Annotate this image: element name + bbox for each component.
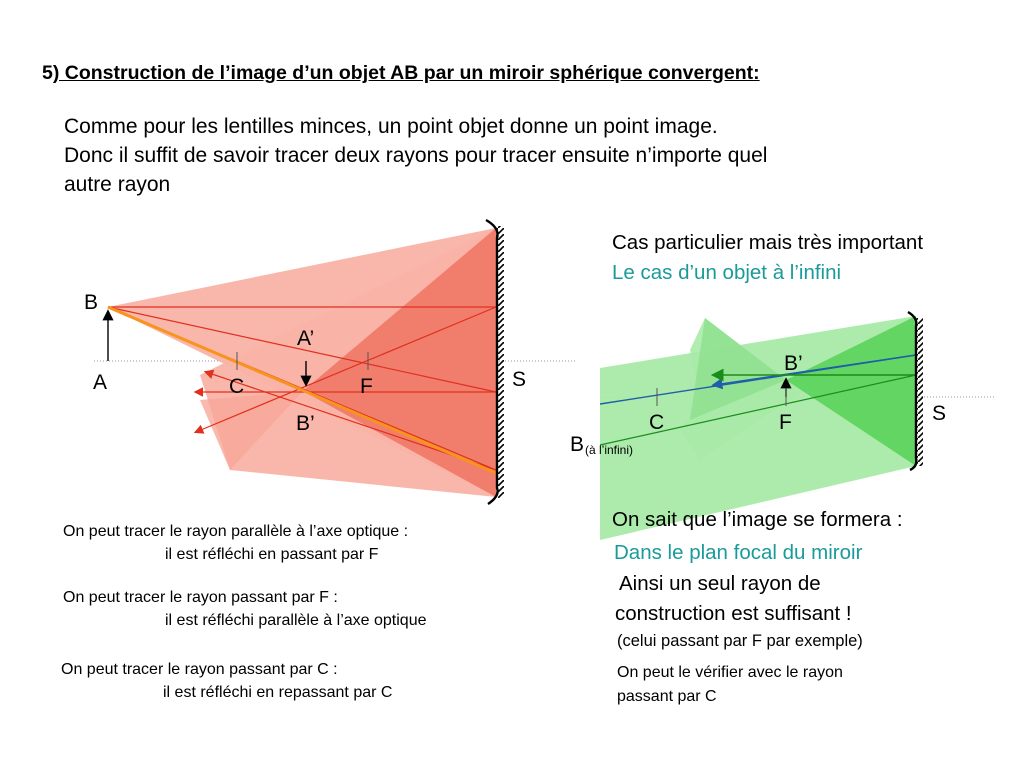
- label-b-prime: B’: [296, 412, 315, 435]
- label-f: F: [360, 375, 373, 398]
- note-through-c: [61, 658, 392, 704]
- label-b: B: [84, 291, 99, 314]
- right-text-2: Dans le plan focal du miroir: [614, 541, 863, 564]
- title-text: ) Construction de l’image d’un objet AB par un miroir sphérique convergent:: [52, 62, 760, 84]
- right-subheading: Le cas d’un objet à l’infini: [612, 261, 842, 284]
- right-text-4: construction est suffisant !: [615, 602, 852, 625]
- note-line: il est réfléchi en repassant par C: [163, 684, 393, 701]
- intro-line-1: Comme pour les lentilles minces, un point objet donne un point image.: [64, 115, 718, 138]
- label-b-right: B: [570, 433, 585, 456]
- label-f-right: F: [779, 411, 792, 434]
- note-line: On peut tracer le rayon passant par F :: [63, 589, 338, 606]
- label-b-prime-right: B’: [784, 352, 803, 375]
- label-b-sub-right: (à l’infini): [585, 443, 634, 457]
- label-a-prime: A’: [297, 327, 315, 350]
- note-line: On peut tracer le rayon passant par C :: [61, 661, 338, 678]
- right-text-3: Ainsi un seul rayon de: [619, 572, 821, 595]
- right-heading: Cas particulier mais très important: [612, 231, 924, 254]
- note-line: On peut tracer le rayon parallèle à l’axe optique :: [63, 523, 409, 540]
- note-parallel: [63, 520, 408, 566]
- label-c: C: [229, 375, 245, 398]
- note-line: il est réfléchi parallèle à l’axe optique: [165, 612, 427, 629]
- right-text-6: On peut le vérifier avec le rayon: [617, 664, 843, 681]
- note-through-f: [63, 586, 426, 632]
- intro-line-2: Donc il suffit de savoir tracer deux rayons pour tracer ensuite n’importe quel: [64, 144, 768, 167]
- right-text-5: (celui passant par F par exemple): [617, 632, 863, 650]
- label-c-right: C: [649, 411, 665, 434]
- right-text-7: passant par C: [617, 688, 717, 705]
- intro-line-3: autre rayon: [64, 173, 171, 196]
- label-s-right: S: [932, 402, 947, 425]
- title-prefix: 5: [42, 62, 53, 84]
- label-s: S: [512, 368, 527, 391]
- note-line: il est réfléchi en passant par F: [165, 546, 379, 563]
- label-a: A: [93, 371, 108, 394]
- right-text-1: On sait que l’image se formera :: [612, 508, 903, 531]
